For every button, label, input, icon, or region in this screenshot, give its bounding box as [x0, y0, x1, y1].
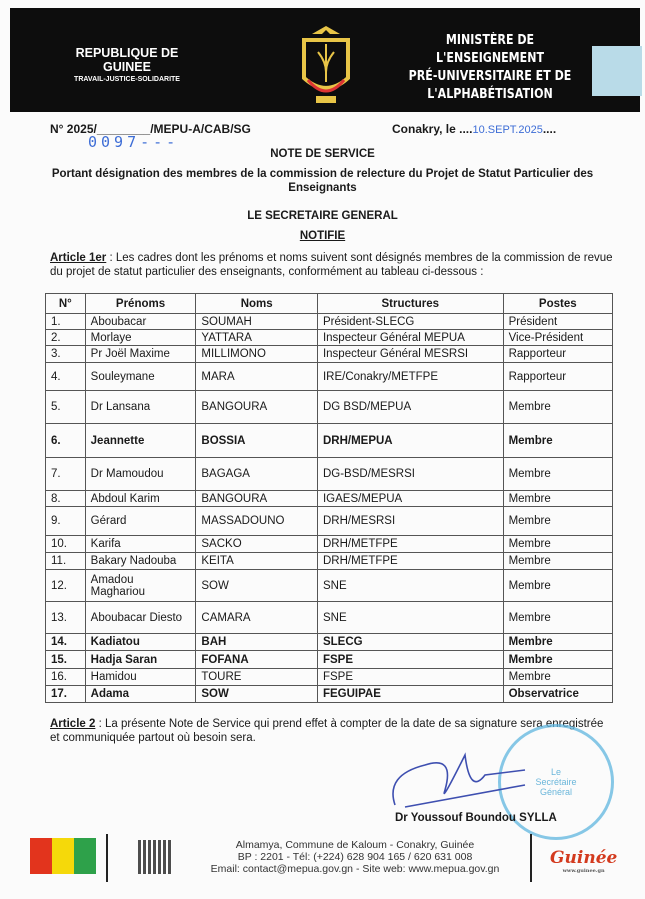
logo-text: Guinée — [550, 848, 618, 868]
qr-code-icon — [138, 840, 172, 874]
reference-number: N° 2025/________/MEPU-A/CAB/SG — [50, 122, 251, 136]
row-number-cell: 10. — [46, 536, 86, 553]
row-number-cell: 3. — [46, 346, 86, 363]
first-name-cell: Abdoul Karim — [85, 491, 196, 507]
column-header: Prénoms — [85, 294, 196, 314]
notifie-heading: NOTIFIE — [299, 230, 346, 242]
table-row — [46, 507, 613, 536]
table-row — [46, 491, 613, 507]
last-name-cell: MASSADOUNO — [196, 507, 318, 536]
table-row — [46, 634, 613, 651]
last-name-cell: MARA — [196, 363, 318, 391]
row-number-cell: 1. — [46, 314, 86, 330]
table-row — [46, 536, 613, 553]
structure-cell: DG BSD/MEPUA — [317, 391, 503, 424]
column-header: Structures — [317, 294, 503, 314]
letterhead — [10, 8, 640, 112]
ministry-line: L'ALPHABÉTISATION — [427, 87, 553, 102]
row-number-cell: 13. — [46, 602, 86, 634]
table-row — [46, 570, 613, 602]
position-cell: Membre — [503, 602, 612, 634]
row-number-cell: 11. — [46, 553, 86, 570]
column-header: N° — [46, 294, 86, 314]
position-cell: Membre — [503, 669, 612, 686]
last-name-cell: SACKO — [196, 536, 318, 553]
last-name-cell: SOW — [196, 570, 318, 602]
last-name-cell: MILLIMONO — [196, 346, 318, 363]
first-name-cell: Gérard — [85, 507, 196, 536]
structure-cell: Inspecteur Général MESRSI — [317, 346, 503, 363]
row-number-cell: 12. — [46, 570, 86, 602]
first-name-cell: Aboubacar — [85, 314, 196, 330]
contact-line: Email: contact@mepua.gov.gn - Site web: www.mepua.gov.gn — [210, 863, 500, 875]
first-name-cell: Pr Joël Maxime — [85, 346, 196, 363]
structure-cell: IRE/Conakry/METFPE — [317, 363, 503, 391]
position-cell: Membre — [503, 536, 612, 553]
row-number-cell: 14. — [46, 634, 86, 651]
article-1-text: : Les cadres dont les prénoms et noms suivent sont désignés membres de la commission de revue du projet de statut particulier des enseignants, conformément au tableau ci-dessous : — [50, 252, 613, 278]
members-table — [45, 293, 613, 703]
first-name-cell: Dr Mamoudou — [85, 458, 196, 491]
place-date — [392, 122, 556, 136]
ministry-line: PRÉ-UNIVERSITAIRE ET DE — [408, 69, 572, 84]
article-2-text: : La présente Note de Service qui prend effet à compter de la date de sa signature sera enregistrée et communiquée partout où besoin sera. — [50, 718, 604, 744]
row-number-cell: 17. — [46, 686, 86, 703]
position-cell: Membre — [503, 570, 612, 602]
ministry-name — [405, 32, 575, 104]
table-row — [46, 314, 613, 330]
table-row — [46, 553, 613, 570]
structure-cell: DG-BSD/MESRSI — [317, 458, 503, 491]
stamp-text: Le Secrétaire Général — [535, 767, 577, 797]
first-name-cell: Amadou Maghariou — [85, 570, 196, 602]
position-cell: Observatrice — [503, 686, 612, 703]
structure-cell: SLECG — [317, 634, 503, 651]
structure-cell: DRH/MESRSI — [317, 507, 503, 536]
structure-cell: FSPE — [317, 669, 503, 686]
footer-address — [185, 839, 525, 875]
table-row — [46, 330, 613, 346]
first-name-cell: Jeannette — [85, 424, 196, 458]
position-cell: Membre — [503, 458, 612, 491]
first-name-cell: Bakary Nadouba — [85, 553, 196, 570]
position-cell: Membre — [503, 507, 612, 536]
divider — [106, 834, 108, 882]
republic-block — [52, 46, 202, 83]
article-1 — [50, 251, 615, 279]
position-cell: Vice-Président — [503, 330, 612, 346]
address-line: Almamya, Commune de Kaloum - Conakry, Guinée — [235, 839, 475, 851]
guinea-flag-icon — [30, 838, 96, 874]
handwritten-number: 0097--- — [88, 133, 180, 151]
first-name-cell: Morlaye — [85, 330, 196, 346]
ministry-line: MINISTÈRE DE L'ENSEIGNEMENT — [435, 33, 545, 66]
structure-cell: Inspecteur Général MEPUA — [317, 330, 503, 346]
last-name-cell: FOFANA — [196, 651, 318, 669]
structure-cell: DRH/MEPUA — [317, 424, 503, 458]
place: Conakry, le .... — [392, 122, 473, 136]
row-number-cell: 9. — [46, 507, 86, 536]
last-name-cell: SOW — [196, 686, 318, 703]
first-name-cell: Hamidou — [85, 669, 196, 686]
position-cell: Rapporteur — [503, 346, 612, 363]
last-name-cell: CAMARA — [196, 602, 318, 634]
position-cell: Membre — [503, 491, 612, 507]
position-cell: Membre — [503, 634, 612, 651]
row-number-cell: 2. — [46, 330, 86, 346]
structure-cell: DRH/METFPE — [317, 553, 503, 570]
row-number-cell: 6. — [46, 424, 86, 458]
table-row — [46, 346, 613, 363]
table-row — [46, 363, 613, 391]
article-1-label: Article 1er — [50, 252, 107, 264]
last-name-cell: BANGOURA — [196, 491, 318, 507]
article-2-label: Article 2 — [50, 718, 96, 730]
first-name-cell: Dr Lansana — [85, 391, 196, 424]
first-name-cell: Hadja Saran — [85, 651, 196, 669]
column-header: Postes — [503, 294, 612, 314]
structure-cell: SNE — [317, 570, 503, 602]
last-name-cell: TOURE — [196, 669, 318, 686]
row-number-cell: 5. — [46, 391, 86, 424]
table-row — [46, 458, 613, 491]
coat-of-arms-icon — [290, 22, 362, 110]
last-name-cell: BAH — [196, 634, 318, 651]
signature-icon — [385, 745, 535, 815]
date: 10.SEPT.2025 — [472, 124, 543, 136]
structure-cell: FEGUIPAE — [317, 686, 503, 703]
last-name-cell: BAGAGA — [196, 458, 318, 491]
document-subtitle: Portant désignation des membres de la commission de relecture du Projet de Statut Particulier des Enseignants — [51, 168, 594, 194]
signatory-name: Dr Youssouf Boundou SYLLA — [395, 812, 557, 824]
position-cell: Membre — [503, 651, 612, 669]
date-suffix: .... — [542, 122, 557, 136]
table-header-row — [46, 294, 613, 314]
phone-line: BP : 2201 - Tél: (+224) 628 904 165 / 620 631 008 — [237, 851, 473, 863]
column-header: Noms — [196, 294, 318, 314]
document-title: NOTE DE SERVICE — [270, 148, 375, 160]
structure-cell: FSPE — [317, 651, 503, 669]
divider — [530, 834, 532, 882]
last-name-cell: YATTARA — [196, 330, 318, 346]
first-name-cell: Souleymane — [85, 363, 196, 391]
motto: TRAVAIL-JUSTICE-SOLIDARITE — [74, 76, 180, 83]
logo-site: www.guinee.gn — [562, 868, 605, 874]
structure-cell: SNE — [317, 602, 503, 634]
last-name-cell: BOSSIA — [196, 424, 318, 458]
guinee-logo — [550, 848, 617, 874]
position-cell: Membre — [503, 391, 612, 424]
first-name-cell: Aboubacar Diesto — [85, 602, 196, 634]
table-row — [46, 651, 613, 669]
row-number-cell: 4. — [46, 363, 86, 391]
table-row — [46, 669, 613, 686]
position-cell: Président — [503, 314, 612, 330]
position-cell: Rapporteur — [503, 363, 612, 391]
republic-name: REPUBLIQUE DE GUINEE — [75, 46, 179, 74]
row-number-cell: 7. — [46, 458, 86, 491]
row-number-cell: 16. — [46, 669, 86, 686]
last-name-cell: KEITA — [196, 553, 318, 570]
last-name-cell: SOUMAH — [196, 314, 318, 330]
table-row — [46, 602, 613, 634]
structure-cell: IGAES/MEPUA — [317, 491, 503, 507]
row-number-cell: 15. — [46, 651, 86, 669]
position-cell: Membre — [503, 424, 612, 458]
issuer: LE SECRETAIRE GENERAL — [247, 210, 398, 222]
first-name-cell: Kadiatou — [85, 634, 196, 651]
first-name-cell: Karifa — [85, 536, 196, 553]
table-row — [46, 686, 613, 703]
first-name-cell: Adama — [85, 686, 196, 703]
ministry-crest-icon — [592, 46, 642, 96]
row-number-cell: 8. — [46, 491, 86, 507]
last-name-cell: BANGOURA — [196, 391, 318, 424]
structure-cell: Président-SLECG — [317, 314, 503, 330]
position-cell: Membre — [503, 553, 612, 570]
table-row — [46, 424, 613, 458]
structure-cell: DRH/METFPE — [317, 536, 503, 553]
table-row — [46, 391, 613, 424]
